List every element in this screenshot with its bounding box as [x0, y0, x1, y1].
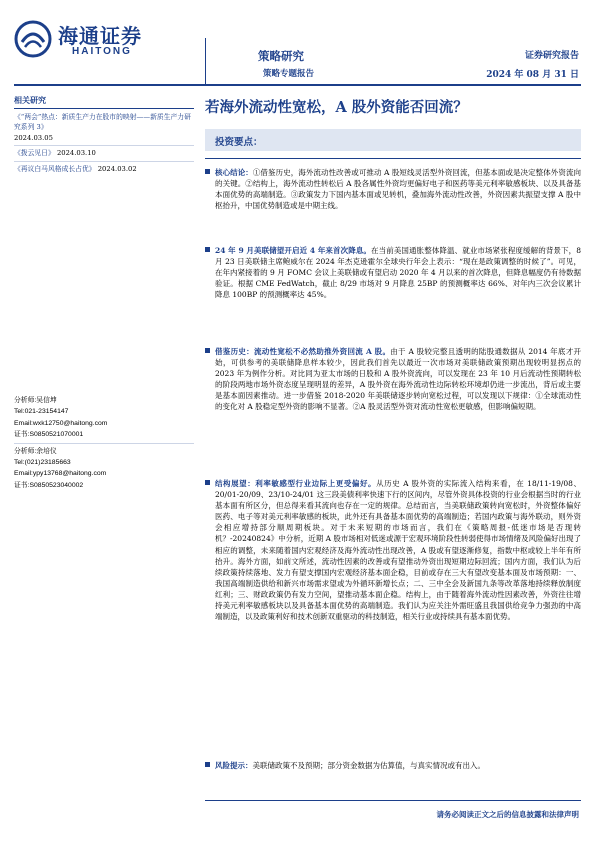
- summary-paragraph: [205, 478, 581, 622]
- report-type: 证券研究报告: [524, 51, 579, 61]
- paragraph-text: 由于 A 股较完整且透明的陆股通数据从 2014 年底才开始，可供参考的美联储降息样本较少，因此我们首先以最近一次市场对美联储政策预期出现较明显拐点的 2023 年为例作分析。对比同为亚太市场的日股和 A 股外资流向，可以发现在 23 年 10 月后流动性预期转松的阶段两地市场外资态度呈现明显的差异，A 股外资在海外流动性边际转松环境却仍进一步流出，背后或主要是基本面因素推动。进一步借鉴 2018-2020 年美联储逐步转向宽松过程，可以发现以下规律：①全球流动性的变化对 A 股稳定型外资的影响不显著。②A 股灵活型外资对流动性宽松更敏感，但影响偏短期。: [215, 347, 581, 412]
- analyst-cert: 证书:S0850523040002: [14, 481, 84, 489]
- header-rule: [14, 84, 581, 86]
- summary-paragraph: [205, 245, 581, 300]
- bullet-icon: [205, 348, 210, 353]
- report-title: 若海外流动性宽松，A 股外资能否回流？: [205, 99, 468, 116]
- sidebar-separator: [14, 161, 194, 162]
- analyst-cert: 证书:S0850521070001: [14, 431, 84, 439]
- analyst-name: 分析师:余培仪: [14, 447, 57, 455]
- analyst-name: 分析师:吴信坤: [14, 397, 57, 404]
- paragraph-heading: 风险提示：: [215, 761, 253, 770]
- analyst-tel: Tel:021-23154147: [14, 408, 69, 416]
- sidebar-rule: [14, 108, 194, 109]
- report-category: 策略研究: [258, 49, 304, 63]
- analyst-info: [14, 395, 194, 491]
- paragraph-text: 在当前美国通胀整体降温、就业市场紧张程度缓解的背景下，8 月 23 日美联储主席鲍威尔在 2024 年杰克逊霍尔全球央行年会上表示：“现在是政策调整的时候了”。可见，在年内紧接着的 9 月 FOMC 会议上美联储或有望启动 2020 年 4 月以来的首次降息，但降息幅度仍有待数据验证。根据 CME FedWatch，截止 8/29 市场对 9 月降息 25BP 的预测概率达 66%、对年内三次会议累计降息 100BP 的预测概率达 45%。: [215, 246, 581, 300]
- footer-disclaimer: 请务必阅读正文之后的信息披露和法律声明: [436, 810, 579, 819]
- logo-english-name: HAITONG: [72, 46, 132, 57]
- summary-paragraph: [205, 760, 581, 771]
- related-research-item-title[interactable]: 《再议白马风格成长占优》: [14, 164, 96, 173]
- paragraph-heading: 24 年 9 月美联储望开启近 4 年来首次降息。: [215, 246, 372, 255]
- analyst-email[interactable]: Email:ypy13768@haitong.com: [14, 470, 107, 478]
- paragraph-heading: 结构展望：利率敏感型行业边际上更受偏好。: [215, 479, 377, 488]
- summary-paragraph: [205, 167, 581, 211]
- haitong-logo-icon: [14, 20, 52, 58]
- paragraph-text: 从历史 A 股外资的实际流入结构来看，在 18/11-19/08、20/01-20/09、23/10-24/01 这三段美债利率快速下行的区间内，尽管外资具体投资的行业会根据当时的行业基本面有所区分，但总得来看其流向也存在一定的规律。总结而言，当美联储政策转向宽松时，外资整体偏好医药、电子等对美元利率敏感的板块，此外还有具备基本面优势的高端制造；若国内政策与海外联动，则外资会相应增持部分顺周期板块。对于未来短期的市场而言，我们在《策略周报-低迷市场是否现转机？-20240824》中分析，近期 A 股市场相对低迷或源于宏观环境阶段性转弱使得市场情绪及风险偏好出现了相应的调整，未来随着国内宏观经济及海外流动性出现改善，A 股或有望逐渐修复，指数中枢或较上半年有所抬升。海外方面，如前文所述，流动性因素的改善或有望推动外资出现短期边际回流；国内方面，我们认为后续政策持续落地、发力有望支撑国内宏观经济基本面企稳，目前或存在三大有望改变基本面及市场预期：一、我国高端制造供给和新兴市场需求望或为外循环新增长点；二、三中全会及新国九条等改革落地持续释放制度红利；三、财政政策仍有发力空间，望推动基本面企稳。结构上，由于随着海外流动性因素改善，外资往往增持美元利率敏感板块以及具备基本面优势的高端制造。我们认为应关注外需旺盛且我国供给竞争力强劲的中高端制造，以及政策利好和技术创新双重驱动的科技制造，相关行业或持续具有基本面优势。: [215, 479, 581, 622]
- related-research-item[interactable]: [14, 164, 194, 175]
- related-research-item-date: 2024.03.05: [14, 133, 53, 142]
- related-research-item-title[interactable]: 《拨云见日》: [14, 149, 55, 157]
- report-date: 2024 年 08 月 31 日: [486, 70, 579, 80]
- bullet-icon: [205, 762, 210, 767]
- paragraph-text: 美联储政策不及预期；部分资金数据为估算值，与真实情况或有出入。: [252, 761, 485, 770]
- summary-label: 投资要点：: [215, 137, 263, 148]
- paragraph-heading: 核心结论：: [215, 168, 253, 177]
- sidebar-separator: [14, 145, 194, 146]
- report-subcategory: 策略专题报告: [263, 69, 315, 79]
- footer-rule: [205, 800, 581, 801]
- related-research-item-title[interactable]: 《“两会”热点：新质生产力在股市的映射——新质生产力研究系列 3》: [14, 112, 191, 131]
- related-research-item-date: 2024.03.10: [56, 149, 96, 157]
- paragraph-heading: 借鉴历史：流动性宽松不必然助推外资回流 A 股。: [215, 347, 391, 356]
- logo-chinese-name: 海通证券: [58, 24, 142, 48]
- analyst-email[interactable]: Email:wxk12750@haitong.com: [14, 419, 108, 427]
- related-research-title: 相关研究: [14, 95, 46, 105]
- related-research-item-date: 2024.03.02: [97, 164, 137, 173]
- related-research-item[interactable]: [14, 148, 194, 159]
- header-divider: [205, 38, 206, 84]
- summary-rule: [205, 158, 581, 159]
- related-research-item[interactable]: [14, 112, 194, 144]
- bullet-icon: [205, 480, 210, 485]
- related-research-sidebar: [14, 95, 194, 174]
- bullet-icon: [205, 169, 210, 174]
- paragraph-text: ①借鉴历史，海外流动性改善或可推动 A 股短线灵活型外资回流，但基本面或是决定整体外资流向的关键。②结构上，海外流动性转松后 A 股各属性外资均更偏好电子和医药等美元利率敏感板块、以及具备基本面优势的高端制造。③政策发力下国内基本面或见转机，叠加海外流动性改善，外资因素共振望支撑 A 股中枢抬升，中国优势制造或是中期主线。: [215, 168, 582, 211]
- summary-paragraph: [205, 346, 581, 413]
- bullet-icon: [205, 247, 210, 252]
- analyst-tel: Tel:(021)23185663: [14, 459, 71, 467]
- sidebar-separator: [14, 443, 194, 444]
